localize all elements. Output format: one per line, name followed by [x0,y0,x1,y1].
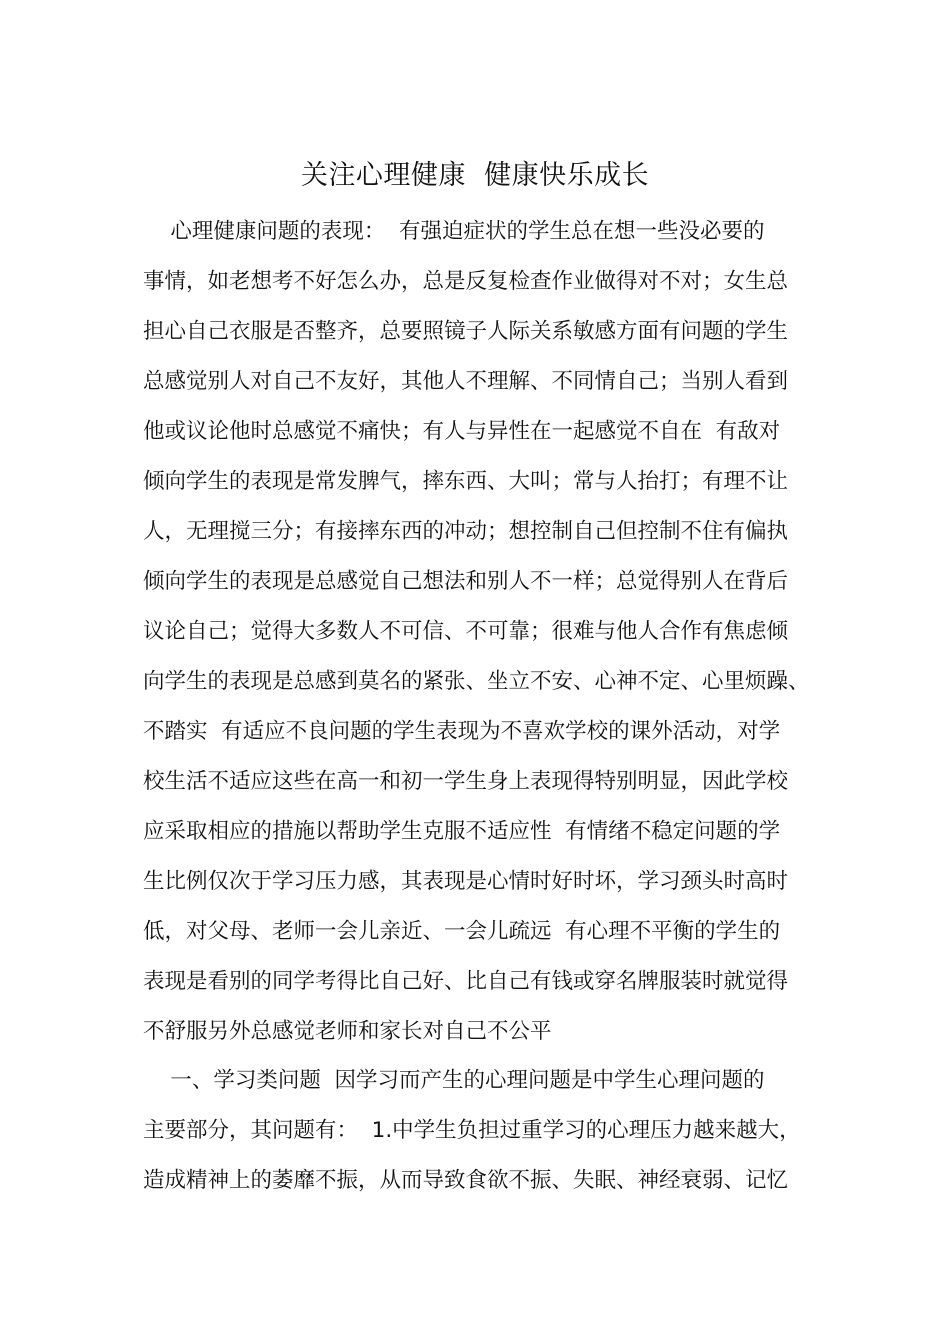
text-line: 生比例仅次于学习压力感，其表现是心情时好时坏，学习颈头时高时 [143,869,789,894]
text-line: 不踏实 有适应不良问题的学生表现为不喜欢学校的课外活动，对学 [143,719,781,744]
text-line: 造成精神上的萎靡不振，从而导致食欲不振、失眠、神经衰弱、记忆 [143,1168,789,1193]
text-line: 倾向学生的表现是总感觉自己想法和别人不一样；总觉得别人在背后 [143,569,789,594]
text-line: 校生活不适应这些在高一和初一学生身上表现得特别明显，因此学校 [143,769,789,794]
text-line: 担心自己衣服是否整齐，总要照镜子人际关系敏感方面有问题的学生 [143,319,789,344]
text-line: 他或议论他时总感觉不痛快；有人与异性在一起感觉不自在 有敌对 [143,419,781,444]
text-line: 议论自己；觉得大多数人不可信、不可靠；很难与他人合作有焦虑倾 [143,619,789,644]
text-line: 一、学习类问题 因学习而产生的心理问题是中学生心理问题的 [143,1068,765,1093]
text-line: 事情，如老想考不好怎么办，总是反复检查作业做得对不对；女生总 [143,269,789,294]
text-line: 低，对父母、老师一会儿亲近、一会儿疏远 有心理不平衡的学生的 [143,919,781,944]
text-line: 主要部分，其问题有： 1.中学生负担过重学习的心理压力越来越大， [143,1118,801,1143]
text-line: 总感觉别人对自己不友好，其他人不理解、不同情自己；当别人看到 [143,369,789,394]
text-line: 人，无理搅三分；有接摔东西的冲动；想控制自己但控制不住有偏执 [143,519,789,544]
paragraph-study-problems [143,1056,813,1206]
text-line: 表现是看别的同学考得比自己好、比自己有钱或穿名牌服装时就觉得 [143,969,789,994]
text-line: 应采取相应的措施以帮助学生克服不适应性 有情绪不稳定问题的学 [143,819,781,844]
paragraph-mental-health-symptoms [143,207,813,1057]
text-line: 倾向学生的表现是常发脾气，摔东西、大叫；常与人抬打；有理不让 [143,469,789,494]
text-line: 不舒服另外总感觉老师和家长对自己不公平 [143,1019,552,1044]
document-title: 关注心理健康 健康快乐成长 [300,160,650,191]
text-line: 心理健康问题的表现： 有强迫症状的学生总在想一些没必要的 [143,219,765,244]
text-line: 向学生的表现是总感到莫名的紧张、坐立不安、心神不定、心里烦躁、 [143,669,810,694]
